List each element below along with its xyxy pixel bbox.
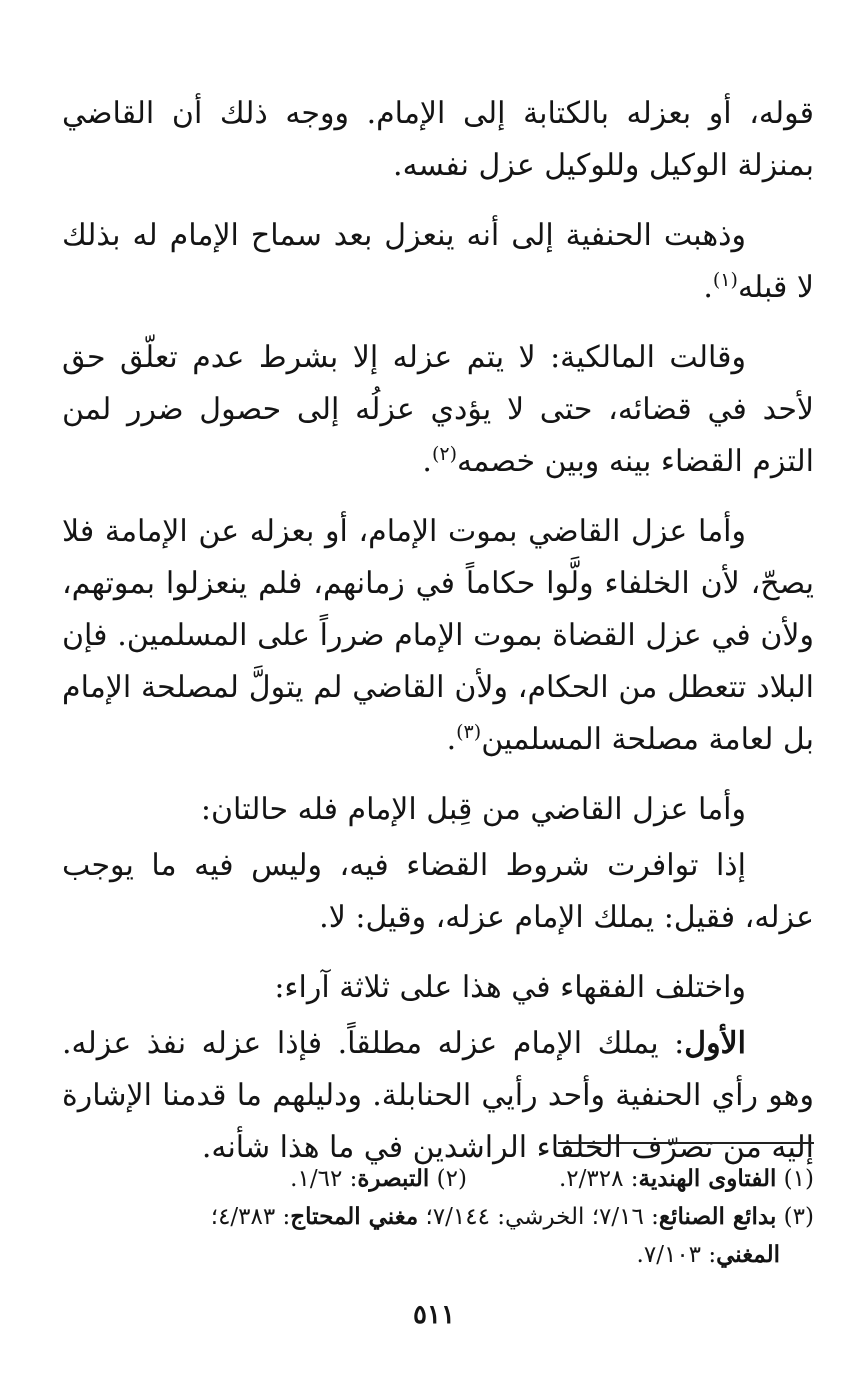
footnote-ref-3[interactable]: (٣) — [456, 721, 482, 743]
paragraph-text: : يملك الإمام عزله مطلقاً. فإذا عزله نفذ عزله. وهو رأي الحنفية وأحد رأيي الحنابلة. ودليلهم ما قدمنا الإشارة إليه من تصرّف الخلفاء الراشدين في ما هذا شأنه. — [62, 1026, 814, 1165]
paragraph — [62, 1018, 814, 1174]
footnote-3-continued — [62, 1236, 814, 1274]
footnotes — [62, 1160, 814, 1274]
footnote-mark: (٣) — [783, 1204, 814, 1230]
source-title: المغني — [716, 1241, 780, 1268]
footnote-3 — [62, 1198, 814, 1236]
paragraph-text: وذهبت الحنفية إلى أنه ينعزل بعد سماح الإمام له بذلك لا قبله — [62, 218, 814, 305]
paragraph-text: إذا توافرت شروط القضاء فيه، وليس فيه ما يوجب عزله، فقيل: يملك الإمام عزله، وقيل: لا. — [62, 848, 814, 935]
paragraph-text: قوله، أو بعزله بالكتابة إلى الإمام. ووجه ذلك أن القاضي بمنزلة الوكيل وللوكيل عزل نفسه. — [62, 96, 814, 183]
paragraph — [62, 88, 814, 192]
footnote-1 — [559, 1166, 814, 1192]
footnote-separator — [558, 1142, 814, 1144]
footnote-line — [62, 1160, 814, 1198]
source-title: مغني المحتاج — [290, 1203, 419, 1230]
bold-lead: الأول — [684, 1026, 746, 1061]
footnote-ref-1[interactable]: (١) — [712, 269, 738, 291]
source-title: التبصرة — [357, 1165, 430, 1192]
footnote-2 — [290, 1166, 467, 1192]
paragraph: وأما عزل القاضي بموت الإمام، أو بعزله عن الإمامة فلا يصحّ، لأن الخلفاء ولَّوا حكاماً في زمانهم، فلم ينعزلوا بموتهم، ولأن في عزل القضاة بموت الإمام ضرراً على المسلمين. فإن البلاد تتعطل من الحكام، ولأن القاضي لم يتولَّ لمصلحة الإمام بل لعامة مصلحة المسلمين$^{(٣)}$. — [62, 514, 814, 757]
source-location: : ٧/١٦؛ الخرشي: ٧/١٤٤؛ — [425, 1204, 659, 1230]
paragraph-text: واختلف الفقهاء في هذا على ثلاثة آراء: — [274, 970, 746, 1005]
source-location: : ٤/٣٨٣؛ — [210, 1204, 291, 1230]
paragraph — [62, 784, 814, 836]
paragraph-text: وأما عزل القاضي من قِبل الإمام فله حالتان: — [200, 792, 746, 827]
source-location: : ٧/١٠٣. — [636, 1242, 717, 1268]
source-location: : ١/٦٢. — [290, 1166, 358, 1192]
paragraph — [62, 962, 814, 1014]
footnote-ref-2[interactable]: (٢) — [431, 443, 458, 465]
page-number: ٥١١ — [413, 1300, 455, 1330]
paragraph: وقالت المالكية: لا يتم عزله إلا بشرط عدم تعلّق حق لأحد في قضائه، حتى لا يؤدي عزلُه إلى حصول ضرر لمن التزم القضاء بينه وبين خصمه$^{(٢)}$. — [62, 340, 814, 479]
footnote-mark: (٢) — [436, 1166, 467, 1192]
source-location: : ٢/٣٢٨. — [558, 1166, 639, 1192]
footnote-mark: (١) — [783, 1166, 814, 1192]
paragraph-text: وقالت المالكية: لا يتم عزله إلا بشرط عدم تعلّق حق لأحد في قضائه، حتى لا يؤدي عزلُه إلى حصول ضرر لمن التزم القضاء بينه وبين خصمه — [62, 340, 814, 479]
paragraph-text: وأما عزل القاضي بموت الإمام، أو بعزله عن الإمامة فلا يصحّ، لأن الخلفاء ولَّوا حكاماً في زمانهم، فلم ينعزلوا بموتهم، ولأن في عزل القضاة بموت الإمام ضرراً على المسلمين. فإن البلاد تتعطل من الحكام، ولأن القاضي لم يتولَّ لمصلحة الإمام بل لعامة مصلحة المسلمين — [62, 514, 814, 757]
source-title: الفتاوى الهندية — [638, 1165, 777, 1192]
paragraph: وذهبت الحنفية إلى أنه ينعزل بعد سماح الإمام له بذلك لا قبله$^{(١)}$. — [62, 218, 814, 305]
paragraph — [62, 840, 814, 944]
body-text — [62, 88, 814, 1192]
source-title: بدائع الصنائع — [658, 1203, 777, 1230]
